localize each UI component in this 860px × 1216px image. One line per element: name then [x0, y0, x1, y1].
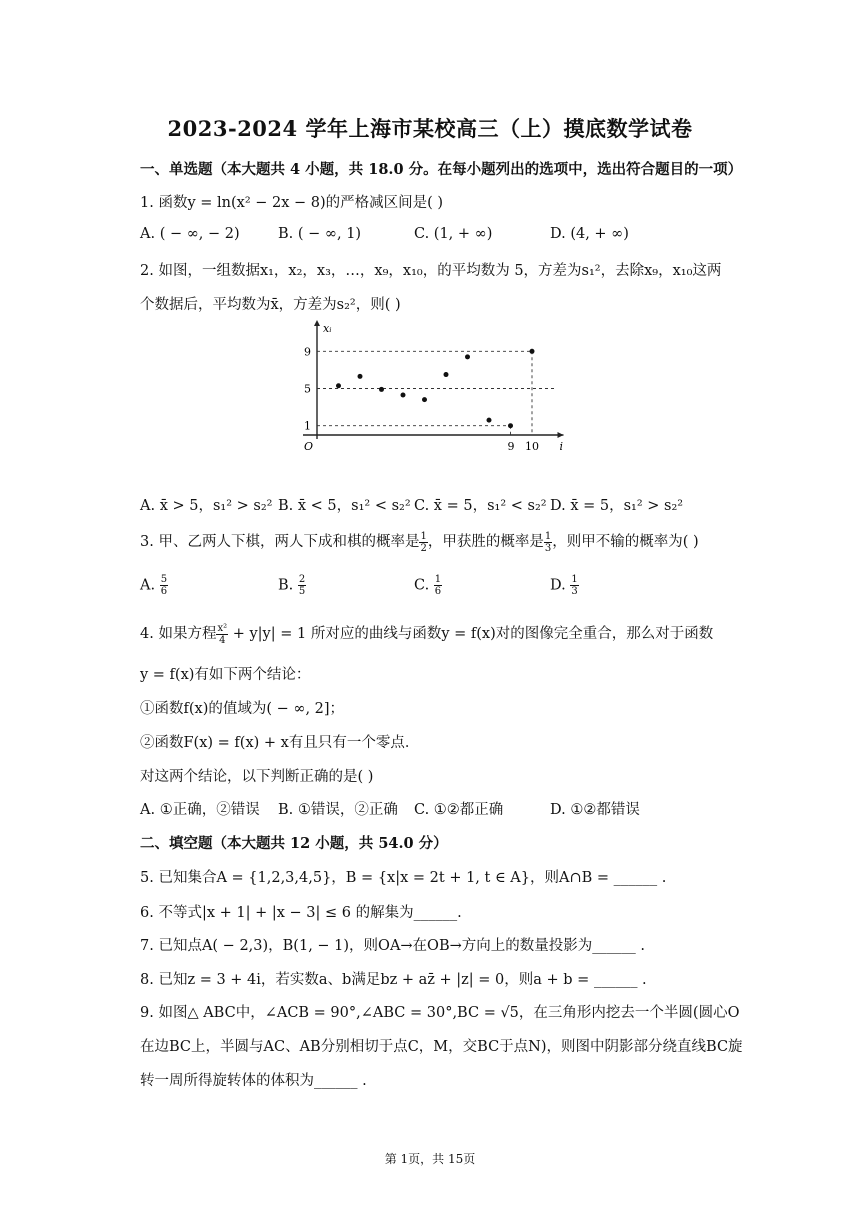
- y-tick-label: 1: [304, 419, 311, 433]
- fraction-denominator: 6: [434, 586, 442, 597]
- question-6: 6. 不等式|x + 1| + |x − 3| ≤ 6 的解集为______.: [140, 905, 462, 921]
- question-9-line3: 转一周所得旋转体的体积为______ .: [140, 1073, 367, 1089]
- fraction-denominator: 5: [298, 586, 306, 597]
- q2-option-c: C. x̄ = 5，s₁² < s₂²: [414, 498, 547, 514]
- q3-option-a: [140, 574, 168, 597]
- q4-stem-part1: 4. 如果方程: [140, 626, 217, 642]
- page-title: 2023-2024 学年上海市某校高三（上）摸底数学试卷: [167, 116, 693, 141]
- question-8: 8. 已知z = 3 + 4i，若实数a、b满足bz + az̄ + |z| = 0，则a + b = ______ .: [140, 972, 647, 988]
- data-point: [530, 349, 535, 354]
- q3-option-d: [550, 574, 579, 597]
- fraction-numerator: 2: [298, 574, 306, 585]
- question-1-stem: 1. 函数y = ln(x² − 2x − 8)的严格减区间是( ): [140, 195, 444, 211]
- q4-option-a: A. ①正确，②错误: [140, 802, 260, 818]
- q1-option-c: C. (1, + ∞): [414, 226, 493, 242]
- q1-option-b: B. ( − ∞, 1): [278, 226, 362, 242]
- question-4-conclusion-1: ①函数f(x)的值域为( − ∞, 2]；: [140, 701, 345, 717]
- data-point: [487, 418, 492, 423]
- option-label: D.: [550, 577, 566, 594]
- q3-option-b: [278, 574, 306, 597]
- question-9-line1: 9. 如图△ ABC中，∠ACB = 90°,∠ABC = 30°,BC = √5，在三角形内挖去一个半圆(圆心O: [140, 1005, 740, 1021]
- question-7: 7. 已知点A( − 2,3)，B(1, − 1)，则OA→在OB→方向上的数量投影为______ .: [140, 938, 645, 954]
- data-point: [336, 383, 341, 388]
- fraction-denominator: 4: [219, 634, 226, 646]
- option-label: C.: [414, 577, 430, 594]
- q4-option-b: B. ①错误，②正确: [278, 802, 398, 818]
- question-3-stem: [140, 530, 699, 554]
- origin-label: O: [304, 440, 314, 450]
- question-2-stem-line2: 个数据后，平均数为x̄，方差为s₂²，则( ): [140, 297, 401, 313]
- question-9-line2: 在边BC上，半圆与AC、AB分别相切于点C，M，交BC于点N)，则图中阴影部分绕直线BC旋: [140, 1039, 743, 1055]
- question-2-stem-line1: 2. 如图，一组数据x₁，x₂，x₃，…，x₉，x₁₀，的平均数为 5，方差为s₁²，去除x₉，x₁₀这两: [140, 263, 722, 279]
- question-5: 5. 已知集合A = {1,2,3,4,5}，B = {x|x = 2t + 1, t ∈ A}，则A∩B = ______ .: [140, 870, 667, 886]
- section-fill-blank-heading: 二、填空题（本大题共 12 小题，共 54.0 分）: [140, 835, 448, 852]
- q4-option-c: C. ①②都正确: [414, 802, 504, 818]
- y-tick-label: 9: [304, 345, 311, 359]
- q4-stem-part2: + y|y| = 1 所对应的曲线与函数y = f(x)对的图像完全重合，那么对于函数: [228, 626, 714, 642]
- scatter-plot: [295, 318, 565, 450]
- fraction-numerator: 1: [571, 574, 578, 585]
- q1-option-a: A. ( − ∞, − 2): [140, 226, 240, 242]
- q3-fraction-draw: [419, 531, 427, 554]
- option-label: A.: [140, 577, 156, 594]
- fraction-numerator: 1: [420, 530, 427, 542]
- q3-stem-part1: 3. 甲、乙两人下棋，两人下成和棋的概率是: [140, 534, 420, 550]
- option-label: B.: [278, 577, 294, 594]
- q2-option-a: A. x̄ > 5，s₁² > s₂²: [140, 498, 273, 514]
- x-tick-label: 9: [507, 440, 515, 450]
- question-4-prompt: 对这两个结论，以下判断正确的是( ): [140, 769, 374, 785]
- page-footer: 第 1页，共 15页: [384, 1152, 476, 1166]
- question-4-stem-line1: [140, 622, 713, 646]
- q3-stem-part3: ，则甲不输的概率为( ): [552, 534, 699, 550]
- question-4-stem-line2: y = f(x)有如下两个结论：: [140, 667, 311, 683]
- q3-stem-part2: ，甲获胜的概率是: [427, 534, 544, 550]
- data-point: [358, 374, 363, 379]
- data-point: [444, 372, 449, 377]
- data-point: [508, 423, 513, 428]
- q1-option-d: D. (4, + ∞): [550, 226, 629, 242]
- fraction-numerator: x²: [217, 622, 228, 634]
- data-point: [379, 387, 384, 392]
- fraction-numerator: 1: [544, 530, 552, 542]
- fraction-numerator: 5: [160, 574, 168, 585]
- fraction-denominator: 6: [160, 586, 168, 597]
- data-point: [465, 354, 470, 359]
- q3-option-c: [414, 574, 442, 597]
- q2-option-b: B. x̄ < 5，s₁² < s₂²: [278, 498, 411, 514]
- question-4-conclusion-2: ②函数F(x) = f(x) + x有且只有一个零点．: [140, 735, 420, 751]
- q2-option-d: D. x̄ = 5，s₁² > s₂²: [550, 498, 684, 514]
- y-axis-arrow: [314, 320, 320, 326]
- data-point: [401, 393, 406, 398]
- fraction-denominator: 3: [544, 542, 552, 554]
- q4-fraction: [216, 623, 228, 646]
- q4-option-d: D. ①②都错误: [550, 802, 640, 818]
- x-axis-label: i: [559, 440, 564, 450]
- data-point: [422, 397, 427, 402]
- y-tick-label: 5: [304, 382, 311, 396]
- fraction-numerator: 1: [434, 574, 442, 585]
- x-tick-label: 10: [525, 440, 539, 450]
- y-axis-label: xᵢ: [323, 322, 332, 335]
- fraction-denominator: 3: [571, 586, 578, 597]
- fraction-denominator: 2: [420, 542, 427, 554]
- x-axis-arrow: [558, 432, 564, 438]
- section-single-choice-heading: 一、单选题（本大题共 4 小题，共 18.0 分。在每小题列出的选项中，选出符合题目的一项）: [140, 161, 743, 178]
- q3-fraction-win: [544, 531, 552, 554]
